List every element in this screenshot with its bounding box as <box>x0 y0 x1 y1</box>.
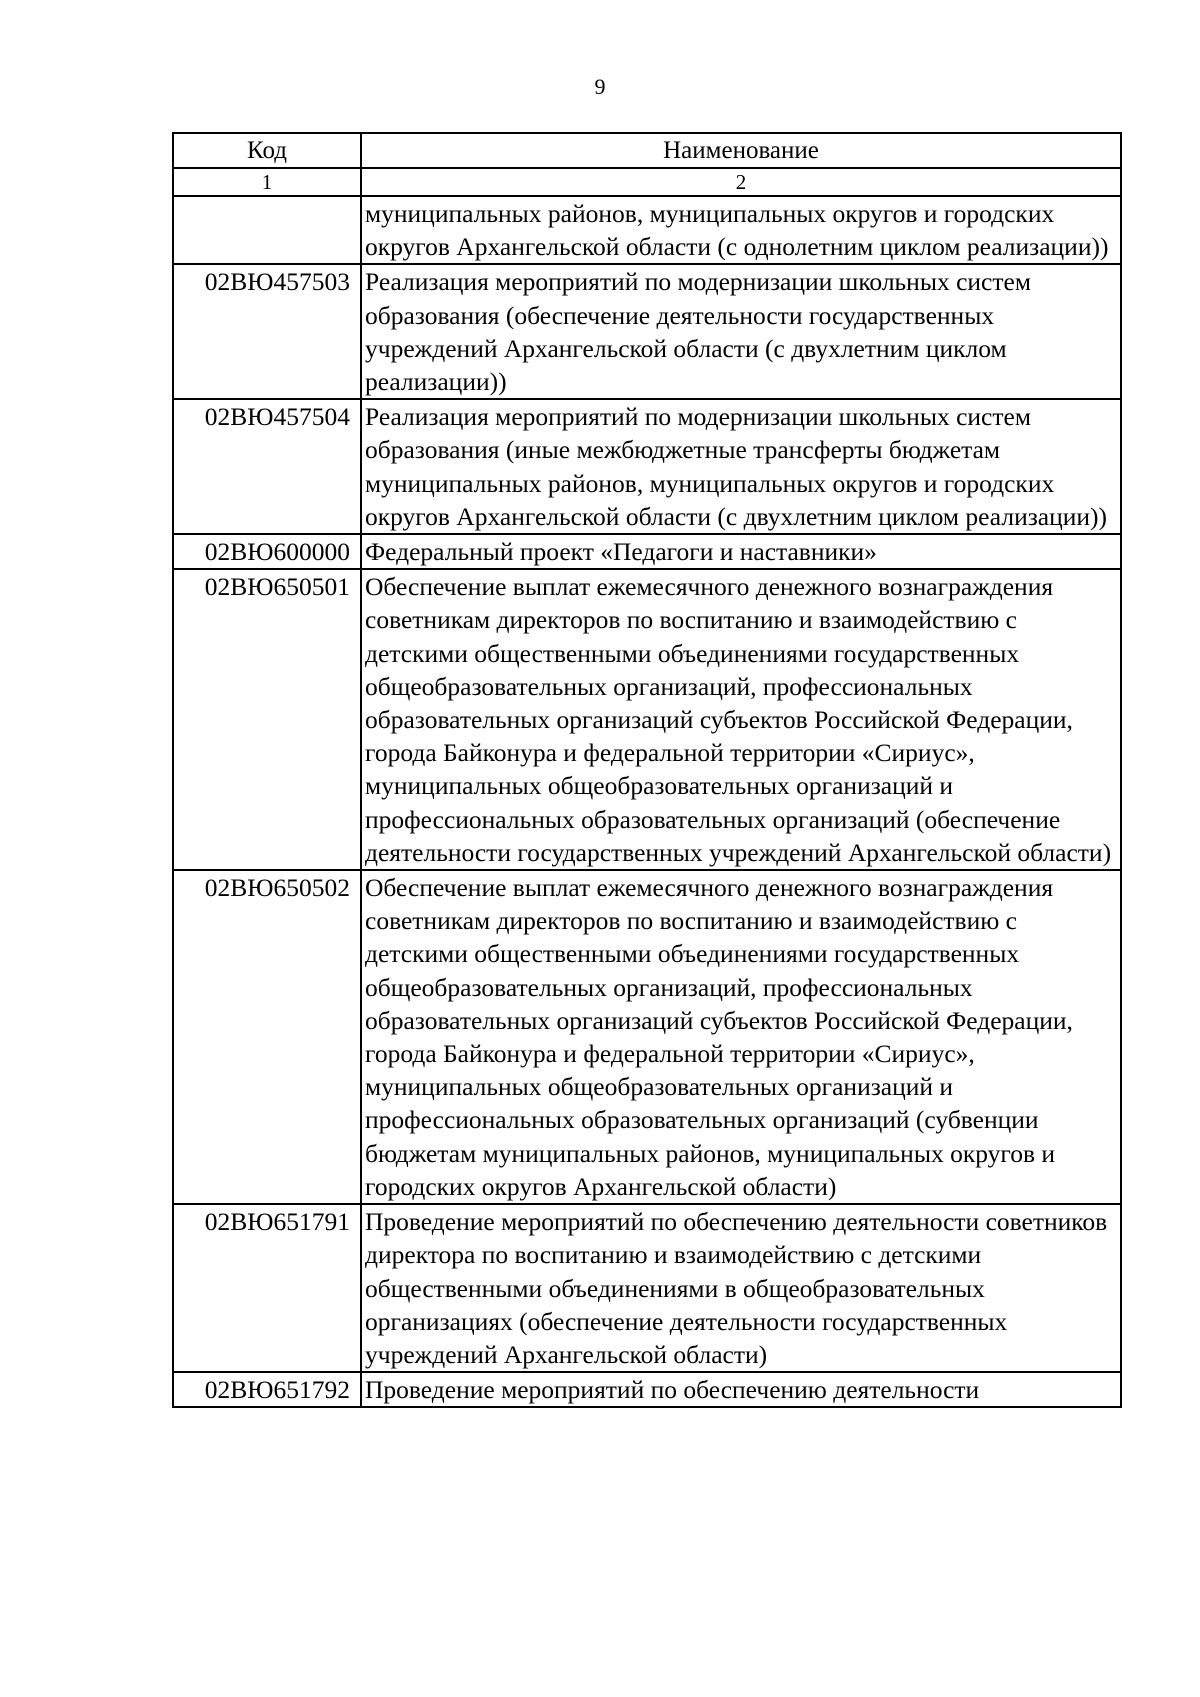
table-row <box>173 1372 1121 1407</box>
row-code <box>173 196 361 264</box>
row-name: Федеральный проект «Педагоги и наставники» <box>361 534 1121 569</box>
row-code: 02ВЮ651791 <box>173 1204 361 1372</box>
row-code: 02ВЮ651792 <box>173 1372 361 1407</box>
row-code: 02ВЮ600000 <box>173 534 361 569</box>
table-row <box>173 870 1121 1204</box>
row-name: Обеспечение выплат ежемесячного денежного вознаграждения советникам директоров по воспитанию и взаимодействию с детскими общественными объединениями государственных общеобразовательных организаций, профессиональных образовательных организаций субъектов Российской Федерации, города Байконура и федеральной территории «Сириус», муниципальных общеобразовательных организаций и профессиональных образовательных организаций (обеспечение деятельности государственных учреждений Архангельской области) <box>361 569 1121 870</box>
table-row <box>173 569 1121 870</box>
row-code: 02ВЮ457503 <box>173 264 361 399</box>
column-number-1: 1 <box>173 168 361 196</box>
table-row <box>173 264 1121 399</box>
column-number-row <box>173 168 1121 196</box>
header-name: Наименование <box>361 133 1121 168</box>
code-table <box>172 132 1122 1408</box>
column-number-2: 2 <box>361 168 1121 196</box>
table-row <box>173 196 1121 264</box>
table-row <box>173 1204 1121 1372</box>
row-name: Реализация мероприятий по модернизации школьных систем образования (обеспечение деятельности государственных учреждений Архангельской области (с двухлетним циклом реализации)) <box>361 264 1121 399</box>
table-row <box>173 399 1121 534</box>
row-code: 02ВЮ650502 <box>173 870 361 1204</box>
table-header-row <box>173 133 1121 168</box>
row-code: 02ВЮ457504 <box>173 399 361 534</box>
page-number: 9 <box>594 74 606 99</box>
row-name: муниципальных районов, муниципальных округов и городских округов Архангельской области (с однолетним циклом реализации)) <box>361 196 1121 264</box>
row-name: Реализация мероприятий по модернизации школьных систем образования (иные межбюджетные трансферты бюджетам муниципальных районов, муниципальных округов и городских округов Архангельской области (с двухлетним циклом реализации)) <box>361 399 1121 534</box>
table-row <box>173 534 1121 569</box>
row-name: Проведение мероприятий по обеспечению деятельности <box>361 1372 1121 1407</box>
header-code: Код <box>173 133 361 168</box>
row-code: 02ВЮ650501 <box>173 569 361 870</box>
row-name: Проведение мероприятий по обеспечению деятельности советников директора по воспитанию и взаимодействию с детскими общественными объединениями в общеобразовательных организациях (обеспечение деятельности государственных учреждений Архангельской области) <box>361 1204 1121 1372</box>
row-name: Обеспечение выплат ежемесячного денежного вознаграждения советникам директоров по воспитанию и взаимодействию с детскими общественными объединениями государственных общеобразовательных организаций, профессиональных образовательных организаций субъектов Российской Федерации, города Байконура и федеральной территории «Сириус», муниципальных общеобразовательных организаций и профессиональных образовательных организаций (субвенции бюджетам муниципальных районов, муниципальных округов и городских округов Архангельской области) <box>361 870 1121 1204</box>
